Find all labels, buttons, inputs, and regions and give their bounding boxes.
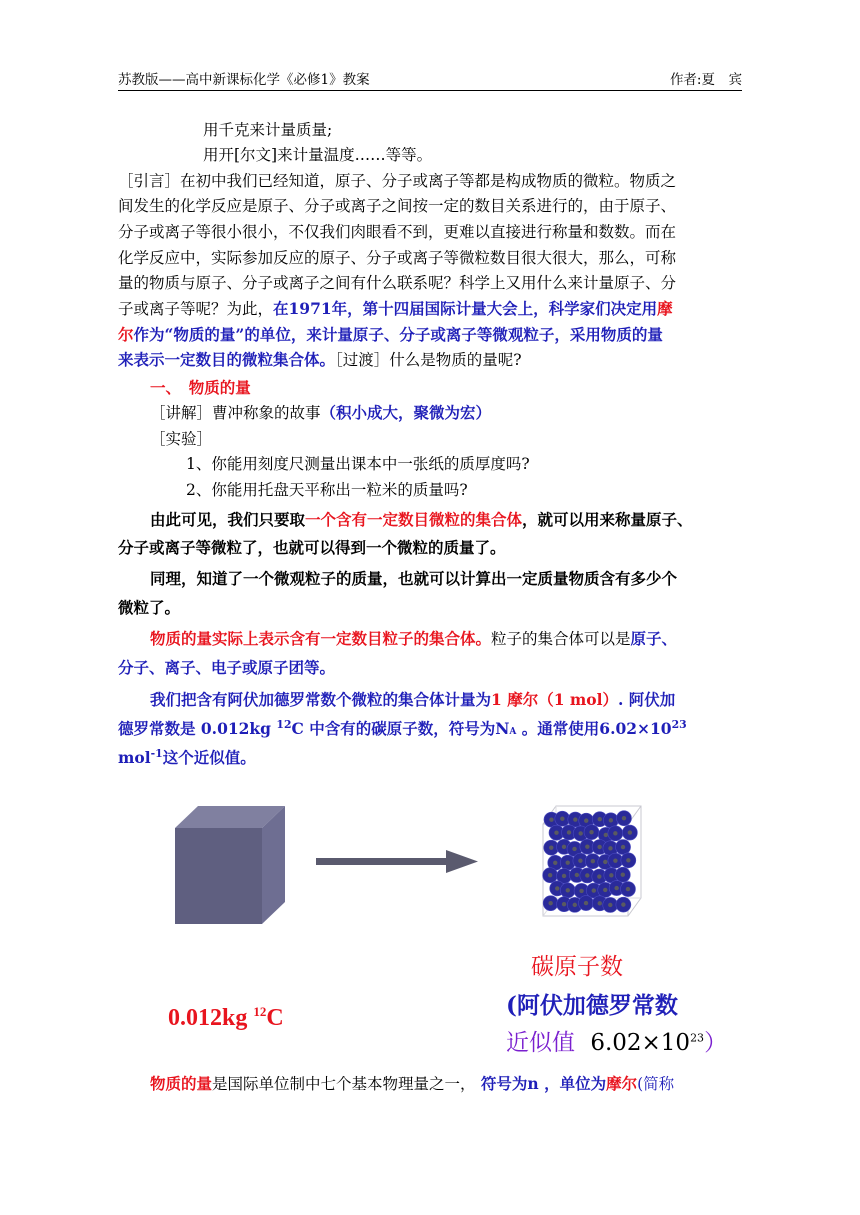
text-line bbox=[118, 348, 522, 372]
atom-core bbox=[626, 858, 630, 862]
approx-text: 近似值 bbox=[506, 1030, 575, 1056]
text-span: ，就可以用来称量原子、 bbox=[522, 510, 693, 529]
atom-core bbox=[548, 901, 552, 905]
highlight-text: （积小成大，聚微为宏） bbox=[320, 403, 492, 422]
text-line: 微粒了。 bbox=[118, 598, 181, 617]
text-line: 间发生的化学反应是原子、分子或离子之间按一定的数目关系进行的，由于原子、 bbox=[118, 197, 677, 215]
atom-core bbox=[554, 831, 558, 835]
subscript: A bbox=[509, 727, 517, 737]
highlight-text: 原子、 bbox=[630, 629, 678, 648]
arrow-icon bbox=[316, 850, 478, 873]
atom-core bbox=[573, 817, 577, 821]
section-heading: 一、 物质的量 bbox=[150, 378, 251, 397]
cube-icon bbox=[175, 806, 285, 924]
highlight-text: 摩尔 bbox=[606, 1074, 638, 1093]
superscript: 12 bbox=[253, 1004, 267, 1019]
highlight-text: 符号为n ，单位为 bbox=[475, 1074, 607, 1093]
atom-core bbox=[578, 831, 582, 835]
atom-core bbox=[621, 845, 625, 849]
atom-core bbox=[613, 831, 617, 835]
text-span: mol bbox=[118, 748, 151, 767]
highlight-text: 尔 bbox=[118, 325, 134, 344]
highlight-text: 作为“物质的量”的单位，来计量原子、分子或离子等微观粒子，采用物质的量 bbox=[133, 325, 663, 344]
highlight-text: 物质的量实际上表示含有一定数目粒子的集合体。 bbox=[150, 629, 492, 648]
atom-core bbox=[597, 845, 601, 849]
carbon-atoms-label bbox=[531, 952, 623, 982]
text-line: 量的物质与原子、分子或离子之间有什么联系呢？科学上又用什么来计量原子、分 bbox=[118, 274, 677, 292]
text-span: C 中含有的碳原子数，符号为N bbox=[291, 719, 510, 738]
highlight-text: 在1971年，第十四届国际计量大会上，科学家们决定用 bbox=[273, 299, 658, 318]
text-line: 用千克来计量质量; bbox=[203, 121, 333, 139]
atom-core bbox=[562, 902, 566, 906]
atom-core bbox=[555, 886, 559, 890]
text-span: 由此可见，我们只要取 bbox=[150, 510, 306, 529]
text-line bbox=[118, 323, 663, 347]
text-span: ［讲解］曹冲称象的故事 bbox=[150, 404, 321, 422]
text-line bbox=[150, 508, 693, 532]
atom-core bbox=[603, 860, 607, 864]
element-symbol: C bbox=[266, 1005, 284, 1031]
text-line: ［引言］在初中我们已经知道，原子、分子或离子等都是构成物质的微粒。物质之 bbox=[118, 172, 677, 190]
atom-core bbox=[548, 873, 552, 877]
highlight-text: 物质的量 bbox=[150, 1074, 213, 1093]
text-span: . 阿伏加 bbox=[618, 690, 676, 709]
atom-core bbox=[585, 873, 589, 877]
atom-core bbox=[621, 873, 625, 877]
carbon-mass-label bbox=[168, 1002, 284, 1034]
page-header bbox=[118, 64, 742, 91]
atom-core bbox=[603, 888, 607, 892]
atom-core bbox=[560, 817, 564, 821]
atom-core bbox=[604, 833, 608, 837]
atom-core bbox=[566, 860, 570, 864]
avogadro-label: (阿伏加德罗常数 bbox=[506, 992, 678, 1019]
mole-figure bbox=[0, 790, 860, 1090]
atom-core bbox=[584, 901, 588, 905]
text-line bbox=[150, 401, 491, 425]
atom-core bbox=[584, 818, 588, 822]
text-line: 同理，知道了一个微观粒子的质量，也就可以计算出一定质量物质含有多少个 bbox=[150, 569, 678, 588]
header-title: 苏教版——高中新课标化学《必修1》教案 bbox=[118, 72, 370, 88]
atom-core bbox=[609, 873, 613, 877]
atom-core bbox=[589, 830, 593, 834]
atom-core bbox=[598, 817, 602, 821]
atom-core bbox=[578, 859, 582, 863]
text-line: 用开[尔文]来计量温度……等等。 bbox=[203, 146, 433, 164]
text-line bbox=[150, 627, 677, 651]
superscript: 12 bbox=[276, 717, 292, 731]
text-span: (简称 bbox=[637, 1075, 675, 1093]
text-line bbox=[150, 688, 675, 712]
text-line: 化学反应中，实际参加反应的原子、分子或离子等微粒数目很大很大，那么，可称 bbox=[118, 249, 677, 267]
atom-core bbox=[567, 830, 571, 834]
text-line bbox=[150, 1072, 674, 1096]
text-span: 。通常使用6.02×10 bbox=[516, 719, 672, 738]
question-1: 1、你能用刻度尺测量出课本中一张纸的质厚度吗? bbox=[186, 455, 530, 473]
atoms-box-icon bbox=[543, 806, 641, 916]
text-span: 这个近似值。 bbox=[162, 748, 256, 767]
atom-core bbox=[572, 847, 576, 851]
superscript: 23 bbox=[690, 1031, 705, 1045]
text-line: 分子、离子、电子或原子团等。 bbox=[118, 658, 336, 677]
header-author: 作者:夏 宾 bbox=[669, 72, 742, 88]
atom-core bbox=[608, 903, 612, 907]
text-line bbox=[118, 717, 687, 744]
text-line bbox=[118, 297, 673, 321]
approx-value-label bbox=[506, 1027, 727, 1059]
atom-core bbox=[575, 873, 579, 877]
atom-core bbox=[585, 844, 589, 848]
highlight-text: 来表示一定数目的微粒集合体。 bbox=[118, 350, 336, 369]
atom-core bbox=[628, 830, 632, 834]
atom-core bbox=[622, 816, 626, 820]
text-line: ［实验］ bbox=[150, 430, 213, 448]
atom-core bbox=[562, 845, 566, 849]
atom-core bbox=[614, 886, 618, 890]
atom-core bbox=[626, 887, 630, 891]
atom-core bbox=[549, 845, 553, 849]
atom-core bbox=[597, 874, 601, 878]
mass-value: 0.012kg bbox=[168, 1005, 254, 1031]
highlight-text: 摩 bbox=[657, 299, 673, 318]
text-line: 分子或离子等很小很小，不仅我们肉眼看不到，更难以直接进行称量和数数。而在 bbox=[118, 223, 677, 241]
atom-core bbox=[562, 874, 566, 878]
atom-core bbox=[553, 861, 557, 865]
atom-core bbox=[573, 903, 577, 907]
atom-core bbox=[608, 846, 612, 850]
approx-close: ） bbox=[704, 1030, 728, 1056]
atom-core bbox=[613, 858, 617, 862]
text-span: 粒子的集合体可以是 bbox=[491, 630, 631, 648]
atom-core bbox=[566, 888, 570, 892]
atom-core bbox=[592, 888, 596, 892]
highlight-text: 1 摩尔（1 mol） bbox=[491, 690, 619, 709]
superscript: -1 bbox=[150, 746, 163, 760]
approx-number: 6.02×10 bbox=[590, 1030, 691, 1056]
text-span: 我们把含有阿伏加德罗常数个微粒的集合体计量为 bbox=[150, 690, 492, 709]
atom-core bbox=[579, 889, 583, 893]
figure-title: 碳原子数 bbox=[531, 954, 623, 980]
atom-core bbox=[549, 817, 553, 821]
text-span: ［过渡］什么是物质的量呢? bbox=[335, 351, 522, 369]
text-span: 子或离子等呢？为此， bbox=[118, 300, 274, 318]
superscript: 23 bbox=[671, 717, 687, 731]
question-2: 2、你能用托盘天平称出一粒米的质量吗? bbox=[186, 481, 468, 499]
highlight-text: 一个含有一定数目微粒的集合体 bbox=[305, 510, 523, 529]
text-span: 德罗常数是 0.012kg bbox=[118, 719, 277, 738]
atom-core bbox=[598, 901, 602, 905]
atom-core bbox=[621, 902, 625, 906]
atom-core bbox=[609, 818, 613, 822]
text-line bbox=[118, 746, 256, 770]
text-line: 分子或离子等微粒了，也就可以得到一个微粒的质量了。 bbox=[118, 538, 506, 557]
text-span: 是国际单位制中七个基本物理量之一， bbox=[212, 1075, 476, 1093]
atom-core bbox=[591, 859, 595, 863]
